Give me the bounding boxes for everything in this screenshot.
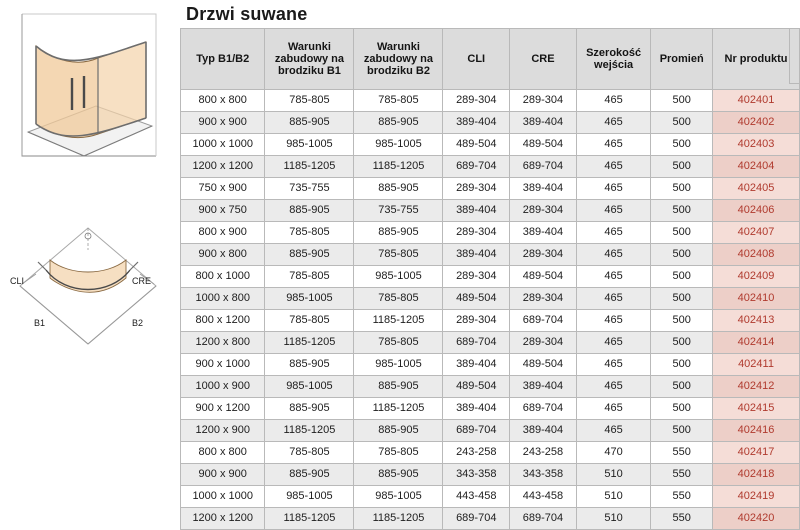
- cell-cre: 289-304: [510, 244, 577, 266]
- cell-cre: 389-404: [510, 376, 577, 398]
- table-row: [181, 222, 800, 244]
- cell-promien: 550: [651, 442, 713, 464]
- cell-cre: 489-504: [510, 134, 577, 156]
- cell-warunki-b2: 985-1005: [354, 354, 443, 376]
- cell-cli: 389-404: [443, 244, 510, 266]
- table-row: [181, 266, 800, 288]
- cell-typ: 900 x 800: [181, 244, 265, 266]
- cell-cre: 389-404: [510, 420, 577, 442]
- cell-szerokosc-wejscia: 465: [576, 398, 651, 420]
- cell-warunki-b2: 785-805: [354, 244, 443, 266]
- cell-typ: 800 x 900: [181, 222, 265, 244]
- cell-nr-produktu[interactable]: 402409: [713, 266, 800, 288]
- cell-nr-produktu[interactable]: 402402: [713, 112, 800, 134]
- cell-promien: 500: [651, 354, 713, 376]
- cell-cre: 489-504: [510, 266, 577, 288]
- cell-warunki-b1: 785-805: [265, 310, 354, 332]
- cell-typ: 1200 x 800: [181, 332, 265, 354]
- cell-typ: 800 x 800: [181, 442, 265, 464]
- cell-typ: 1000 x 1000: [181, 486, 265, 508]
- table-body: [181, 90, 800, 530]
- cell-warunki-b1: 785-805: [265, 222, 354, 244]
- cell-nr-produktu[interactable]: 402405: [713, 178, 800, 200]
- cell-nr-produktu[interactable]: 402417: [713, 442, 800, 464]
- cell-cli: 443-458: [443, 486, 510, 508]
- cell-warunki-b1: 885-905: [265, 464, 354, 486]
- table-row: [181, 134, 800, 156]
- cell-warunki-b1: 985-1005: [265, 134, 354, 156]
- cell-typ: 750 x 900: [181, 178, 265, 200]
- cell-cli: 289-304: [443, 310, 510, 332]
- table-row: [181, 486, 800, 508]
- cell-warunki-b2: 885-905: [354, 420, 443, 442]
- cell-nr-produktu[interactable]: 402414: [713, 332, 800, 354]
- cell-cre: 389-404: [510, 112, 577, 134]
- table-row: [181, 156, 800, 178]
- table-row: [181, 112, 800, 134]
- cell-warunki-b2: 885-905: [354, 112, 443, 134]
- cell-nr-produktu[interactable]: 402412: [713, 376, 800, 398]
- cell-warunki-b1: 1185-1205: [265, 420, 354, 442]
- cell-typ: 1200 x 1200: [181, 156, 265, 178]
- cell-promien: 500: [651, 310, 713, 332]
- cell-warunki-b2: 885-905: [354, 464, 443, 486]
- cell-cre: 343-358: [510, 464, 577, 486]
- cell-promien: 500: [651, 178, 713, 200]
- table-row: [181, 178, 800, 200]
- cell-cre: 689-704: [510, 398, 577, 420]
- cell-warunki-b2: 785-805: [354, 90, 443, 112]
- table-row: [181, 332, 800, 354]
- column-header-promien: Promień: [651, 29, 713, 90]
- cell-szerokosc-wejscia: 465: [576, 288, 651, 310]
- cell-szerokosc-wejscia: 510: [576, 486, 651, 508]
- cell-cli: 343-358: [443, 464, 510, 486]
- cell-szerokosc-wejscia: 465: [576, 156, 651, 178]
- table-row: [181, 244, 800, 266]
- cell-warunki-b1: 785-805: [265, 266, 354, 288]
- cell-promien: 500: [651, 332, 713, 354]
- cell-promien: 500: [651, 134, 713, 156]
- label-b1: B1: [34, 318, 46, 328]
- quadrant-shower-enclosure-perspective-drawing: [6, 6, 170, 202]
- cell-szerokosc-wejscia: 465: [576, 354, 651, 376]
- illustration-column: [0, 0, 176, 465]
- table-row: [181, 310, 800, 332]
- column-header-warunki-b2: Warunki zabudowy na brodziku B2: [354, 29, 443, 90]
- cell-szerokosc-wejscia: 510: [576, 508, 651, 530]
- cell-cre: 389-404: [510, 178, 577, 200]
- page-title: Drzwi suwane: [186, 4, 308, 24]
- cell-warunki-b2: 885-905: [354, 222, 443, 244]
- cell-cre: 289-304: [510, 332, 577, 354]
- cell-cre: 243-258: [510, 442, 577, 464]
- table-row: [181, 354, 800, 376]
- cell-cre: 689-704: [510, 156, 577, 178]
- cell-szerokosc-wejscia: 470: [576, 442, 651, 464]
- cell-cli: 689-704: [443, 156, 510, 178]
- cell-nr-produktu[interactable]: 402407: [713, 222, 800, 244]
- cell-szerokosc-wejscia: 465: [576, 178, 651, 200]
- cell-nr-produktu[interactable]: 402411: [713, 354, 800, 376]
- cell-warunki-b1: 885-905: [265, 244, 354, 266]
- cell-nr-produktu[interactable]: 402410: [713, 288, 800, 310]
- cell-cre: 289-304: [510, 90, 577, 112]
- cell-cli: 689-704: [443, 420, 510, 442]
- cell-cre: 389-404: [510, 222, 577, 244]
- cell-promien: 500: [651, 90, 713, 112]
- label-cre: CRE: [132, 276, 152, 286]
- cell-cli: 489-504: [443, 288, 510, 310]
- cell-typ: 1000 x 1000: [181, 134, 265, 156]
- cell-cli: 289-304: [443, 178, 510, 200]
- cell-nr-produktu[interactable]: 402403: [713, 134, 800, 156]
- cell-typ: 900 x 900: [181, 112, 265, 134]
- cell-warunki-b1: 885-905: [265, 200, 354, 222]
- cell-promien: 550: [651, 508, 713, 530]
- cell-warunki-b2: 1185-1205: [354, 310, 443, 332]
- table-row: [181, 376, 800, 398]
- cell-szerokosc-wejscia: 465: [576, 200, 651, 222]
- cell-typ: 1000 x 800: [181, 288, 265, 310]
- cell-cre: 489-504: [510, 354, 577, 376]
- cell-nr-produktu[interactable]: 402416: [713, 420, 800, 442]
- cell-warunki-b2: 885-905: [354, 178, 443, 200]
- cell-nr-produktu[interactable]: 402415: [713, 398, 800, 420]
- cell-promien: 500: [651, 222, 713, 244]
- cell-warunki-b1: 885-905: [265, 398, 354, 420]
- table-row: [181, 288, 800, 310]
- cell-promien: 500: [651, 156, 713, 178]
- cell-typ: 800 x 1000: [181, 266, 265, 288]
- table-row: [181, 464, 800, 486]
- cell-promien: 500: [651, 398, 713, 420]
- cell-warunki-b2: 1185-1205: [354, 508, 443, 530]
- cell-warunki-b1: 785-805: [265, 442, 354, 464]
- cell-cre: 689-704: [510, 508, 577, 530]
- cell-nr-produktu[interactable]: 402419: [713, 486, 800, 508]
- cell-warunki-b1: 985-1005: [265, 486, 354, 508]
- cell-warunki-b1: 1185-1205: [265, 332, 354, 354]
- cell-szerokosc-wejscia: 465: [576, 310, 651, 332]
- cell-promien: 500: [651, 112, 713, 134]
- table-row: [181, 200, 800, 222]
- cell-typ: 900 x 1200: [181, 398, 265, 420]
- cell-cre: 689-704: [510, 310, 577, 332]
- cell-nr-produktu[interactable]: 402420: [713, 508, 800, 530]
- cell-typ: 900 x 1000: [181, 354, 265, 376]
- cell-nr-produktu[interactable]: 402401: [713, 90, 800, 112]
- table-header: [181, 29, 800, 90]
- cell-szerokosc-wejscia: 465: [576, 90, 651, 112]
- cell-szerokosc-wejscia: 465: [576, 112, 651, 134]
- specification-table-wrapper: [180, 28, 800, 530]
- cell-warunki-b2: 1185-1205: [354, 398, 443, 420]
- cell-nr-produktu[interactable]: 402413: [713, 310, 800, 332]
- cell-nr-produktu[interactable]: 402408: [713, 244, 800, 266]
- cell-cli: 389-404: [443, 354, 510, 376]
- table-row: [181, 90, 800, 112]
- cell-promien: 500: [651, 266, 713, 288]
- column-header-nr-produktu: Nr produktu: [713, 29, 800, 90]
- page-edge-sliver: [789, 28, 800, 84]
- cell-promien: 500: [651, 244, 713, 266]
- label-cli: CLI: [10, 276, 25, 286]
- cell-cli: 689-704: [443, 332, 510, 354]
- cell-warunki-b1: 985-1005: [265, 288, 354, 310]
- cell-warunki-b1: 785-805: [265, 90, 354, 112]
- cell-typ: 900 x 750: [181, 200, 265, 222]
- cell-cli: 389-404: [443, 200, 510, 222]
- cell-cli: 689-704: [443, 508, 510, 530]
- cell-promien: 500: [651, 376, 713, 398]
- cell-warunki-b1: 885-905: [265, 354, 354, 376]
- table-row: [181, 420, 800, 442]
- quadrant-shower-enclosure-plan-drawing: [6, 214, 170, 354]
- column-header-cli: CLI: [443, 29, 510, 90]
- cell-cli: 389-404: [443, 112, 510, 134]
- cell-warunki-b2: 885-905: [354, 376, 443, 398]
- cell-cli: 243-258: [443, 442, 510, 464]
- cell-cre: 289-304: [510, 200, 577, 222]
- cell-szerokosc-wejscia: 465: [576, 376, 651, 398]
- column-header-szerokosc-wejscia: Szerokość wejścia: [576, 29, 651, 90]
- cell-promien: 500: [651, 288, 713, 310]
- cell-promien: 500: [651, 420, 713, 442]
- cell-warunki-b2: 1185-1205: [354, 156, 443, 178]
- cell-szerokosc-wejscia: 465: [576, 222, 651, 244]
- cell-cli: 489-504: [443, 134, 510, 156]
- cell-typ: 900 x 900: [181, 464, 265, 486]
- cell-szerokosc-wejscia: 465: [576, 266, 651, 288]
- cell-typ: 1200 x 1200: [181, 508, 265, 530]
- cell-nr-produktu[interactable]: 402418: [713, 464, 800, 486]
- cell-warunki-b2: 785-805: [354, 442, 443, 464]
- cell-szerokosc-wejscia: 465: [576, 332, 651, 354]
- cell-typ: 1000 x 900: [181, 376, 265, 398]
- cell-warunki-b2: 985-1005: [354, 486, 443, 508]
- table-row: [181, 508, 800, 530]
- cell-cli: 289-304: [443, 222, 510, 244]
- cell-warunki-b2: 985-1005: [354, 266, 443, 288]
- cell-cre: 289-304: [510, 288, 577, 310]
- cell-promien: 500: [651, 200, 713, 222]
- cell-szerokosc-wejscia: 465: [576, 420, 651, 442]
- table-row: [181, 442, 800, 464]
- cell-nr-produktu[interactable]: 402406: [713, 200, 800, 222]
- column-header-cre: CRE: [510, 29, 577, 90]
- cell-nr-produktu[interactable]: 402404: [713, 156, 800, 178]
- cell-warunki-b2: 985-1005: [354, 134, 443, 156]
- cell-typ: 800 x 800: [181, 90, 265, 112]
- cell-promien: 550: [651, 464, 713, 486]
- cell-cli: 289-304: [443, 266, 510, 288]
- table-row: [181, 398, 800, 420]
- cell-warunki-b1: 985-1005: [265, 376, 354, 398]
- cell-warunki-b1: 1185-1205: [265, 156, 354, 178]
- cell-cli: 489-504: [443, 376, 510, 398]
- cell-warunki-b2: 735-755: [354, 200, 443, 222]
- cell-cli: 389-404: [443, 398, 510, 420]
- cell-warunki-b2: 785-805: [354, 288, 443, 310]
- cell-szerokosc-wejscia: 465: [576, 134, 651, 156]
- cell-cli: 289-304: [443, 90, 510, 112]
- cell-warunki-b1: 735-755: [265, 178, 354, 200]
- column-header-typ: Typ B1/B2: [181, 29, 265, 90]
- cell-cre: 443-458: [510, 486, 577, 508]
- cell-warunki-b2: 785-805: [354, 332, 443, 354]
- cell-warunki-b1: 1185-1205: [265, 508, 354, 530]
- cell-typ: 800 x 1200: [181, 310, 265, 332]
- specification-table: [180, 28, 800, 530]
- column-header-warunki-b1: Warunki zabudowy na brodziku B1: [265, 29, 354, 90]
- table-header-row: [181, 29, 800, 90]
- cell-szerokosc-wejscia: 465: [576, 244, 651, 266]
- cell-szerokosc-wejscia: 510: [576, 464, 651, 486]
- label-b2: B2: [132, 318, 144, 328]
- cell-warunki-b1: 885-905: [265, 112, 354, 134]
- cell-promien: 550: [651, 486, 713, 508]
- cell-typ: 1200 x 900: [181, 420, 265, 442]
